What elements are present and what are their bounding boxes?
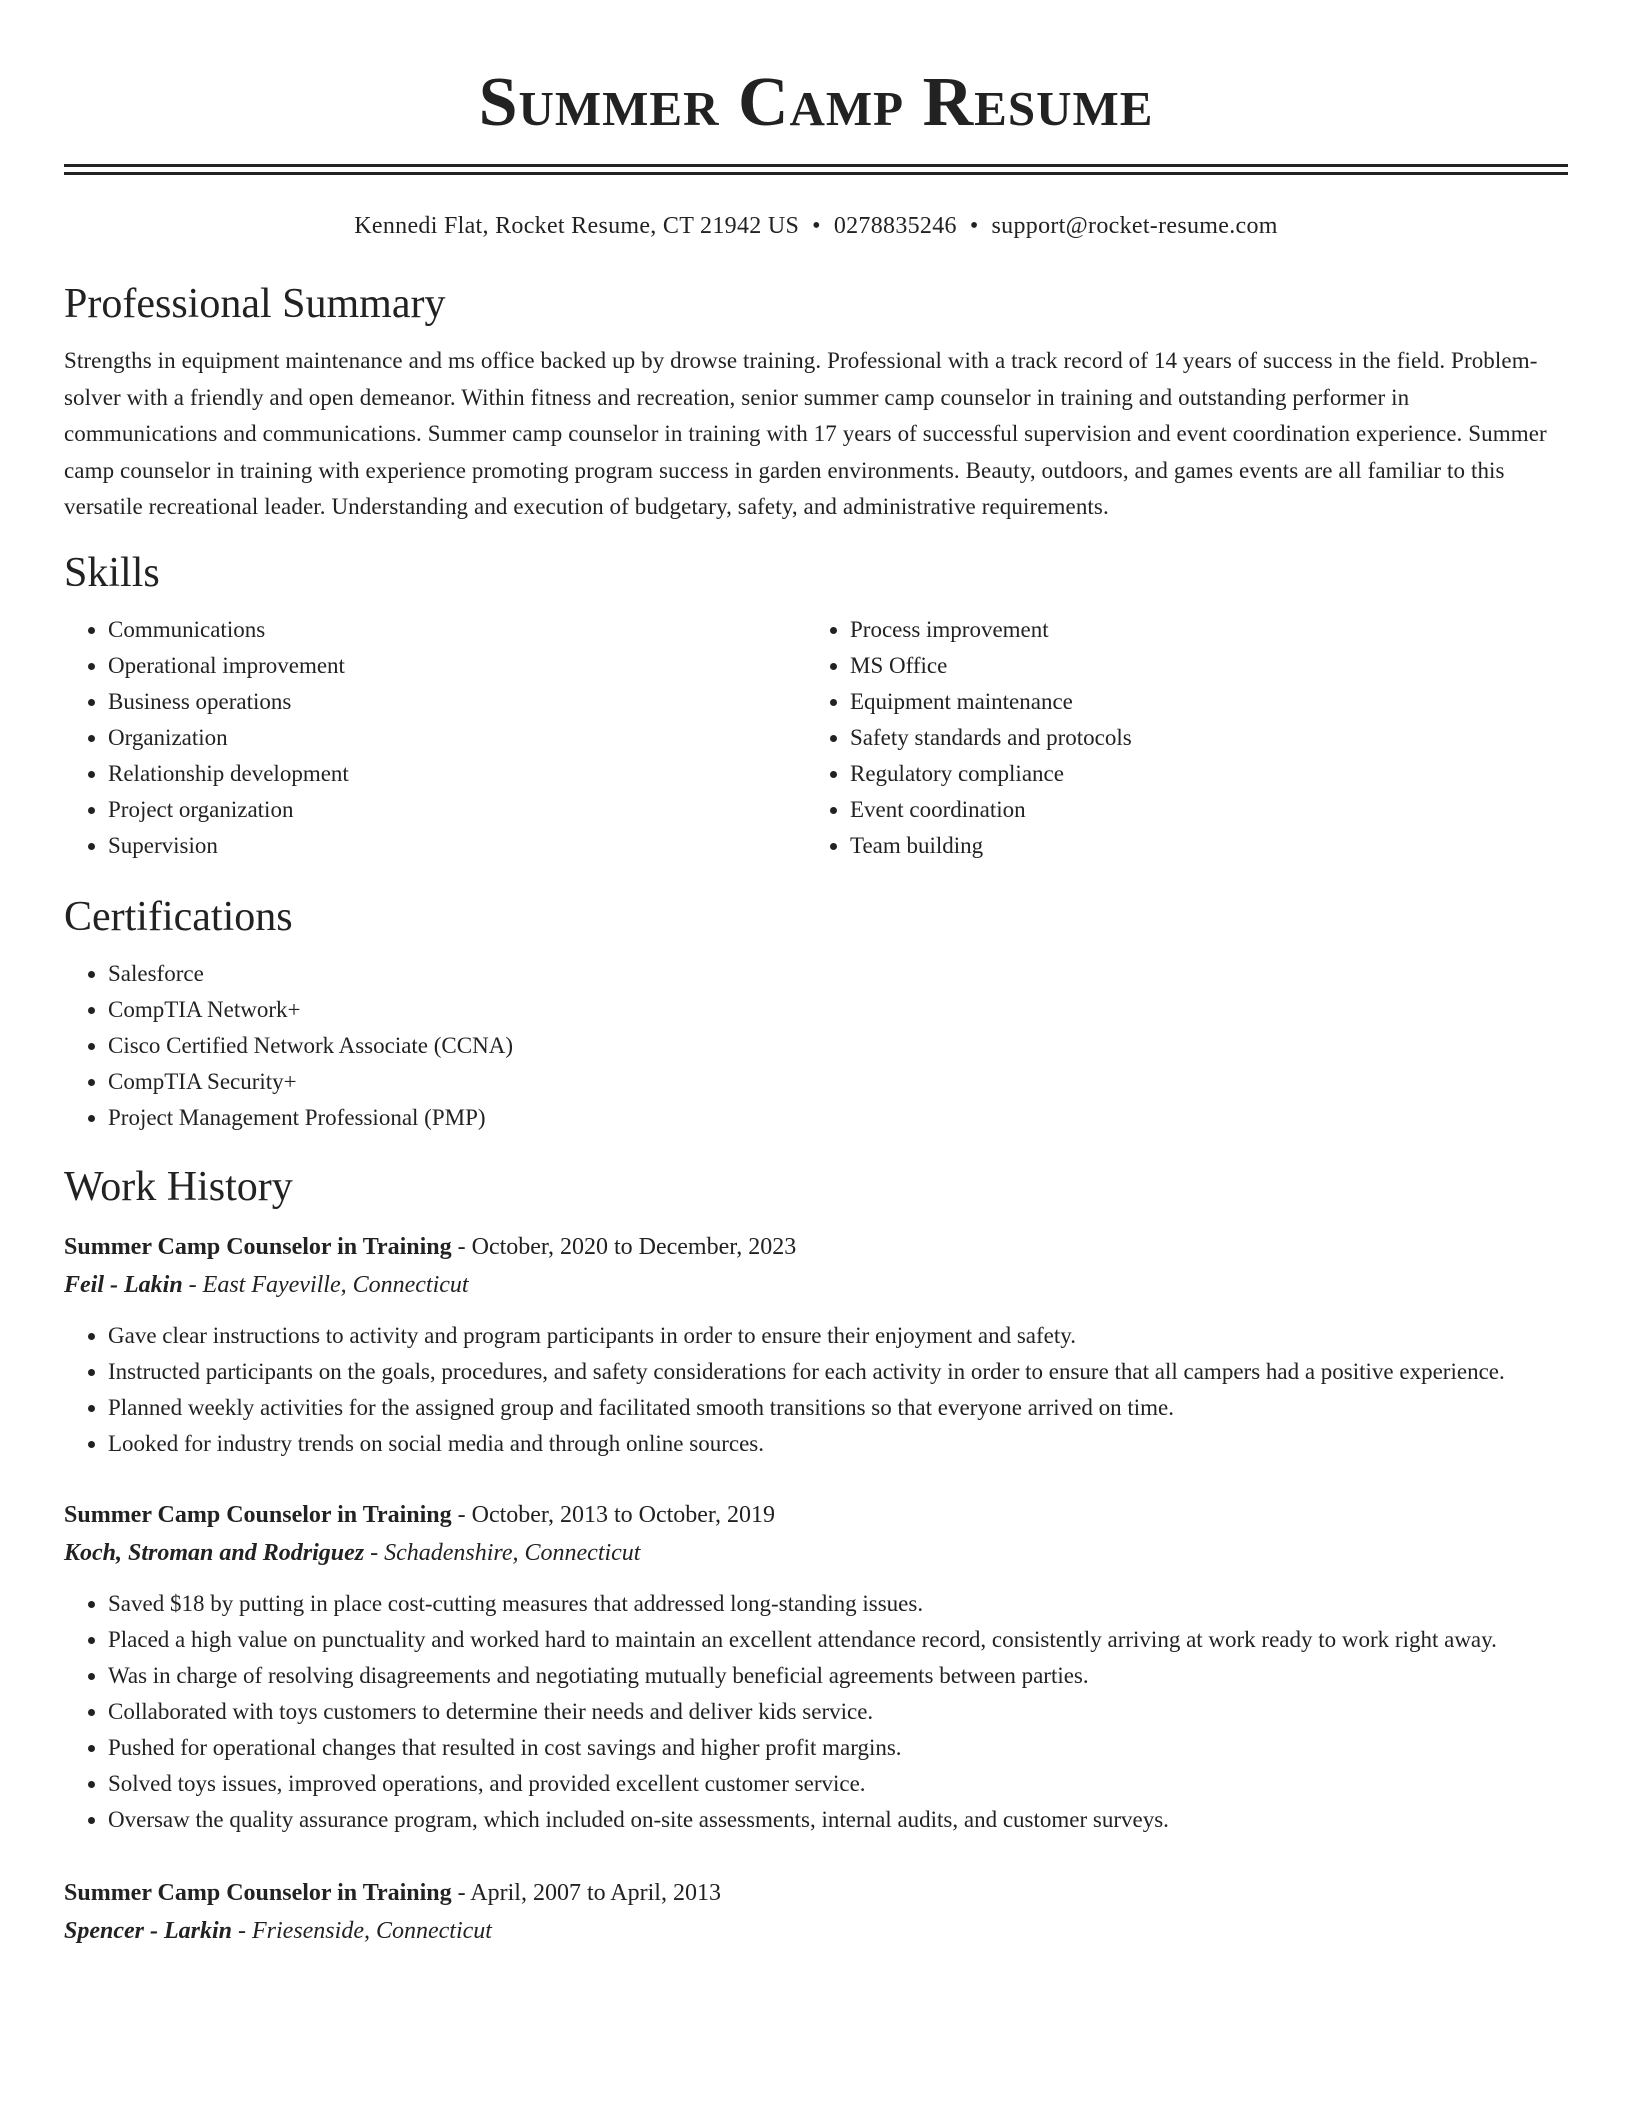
- contact-separator: •: [969, 213, 979, 239]
- job-company-line: [64, 1912, 1568, 1950]
- certification-item: • Cisco Certified Network Associate (CCNA): [108, 1028, 1568, 1064]
- summary-heading: Professional Summary: [64, 281, 446, 327]
- skill-item: • Team building: [850, 828, 1548, 864]
- job-bullet: • Instructed participants on the goals, procedures, and safety considerations for each activity in order to ensure that all campers had a positive experience.: [108, 1354, 1568, 1390]
- skill-item: • Safety standards and protocols: [850, 720, 1548, 756]
- certifications-list: [64, 956, 1568, 1136]
- skills-list-right: [806, 612, 1548, 864]
- skill-item: • Process improvement: [850, 612, 1548, 648]
- job-entry: [64, 1228, 1568, 1462]
- skills-column-right: [806, 612, 1548, 864]
- job-bullet: • Looked for industry trends on social media and through online sources.: [108, 1426, 1568, 1462]
- skills-list-left: [64, 612, 806, 864]
- certification-item: • Salesforce: [108, 956, 1568, 992]
- job-dates: - April, 2007 to April, 2013: [451, 1879, 721, 1906]
- contact-phone: 0278835246: [833, 213, 957, 239]
- skill-item: • Organization: [108, 720, 806, 756]
- job-bullet: • Collaborated with toys customers to determine their needs and deliver kids service.: [108, 1694, 1568, 1730]
- job-bullet: • Gave clear instructions to activity and program participants in order to ensure their enjoyment and safety.: [108, 1318, 1568, 1354]
- skill-item: • MS Office: [850, 648, 1548, 684]
- job-bullet: • Saved $18 by putting in place cost-cutting measures that addressed long-standing issues.: [108, 1586, 1568, 1622]
- work-history-heading: Work History: [64, 1163, 293, 1210]
- job-title-line: [64, 1874, 1568, 1912]
- certification-item: • CompTIA Network+: [108, 992, 1568, 1028]
- job-company: Spencer - Larkin: [64, 1917, 232, 1944]
- skill-item: • Communications: [108, 612, 806, 648]
- job-entry: [64, 1496, 1568, 1838]
- job-title-line: [64, 1228, 1568, 1266]
- skill-item: • Operational improvement: [108, 648, 806, 684]
- job-title: Summer Camp Counselor in Training: [64, 1879, 452, 1906]
- skill-item: • Project organization: [108, 792, 806, 828]
- job-entry: [64, 1874, 1568, 1950]
- certification-item: • CompTIA Security+: [108, 1064, 1568, 1100]
- contact-email: support@rocket-resume.com: [991, 213, 1278, 239]
- job-location: - East Fayeville, Connecticut: [182, 1271, 469, 1298]
- contact-address: Kennedi Flat, Rocket Resume, CT 21942 US: [354, 213, 800, 239]
- contact-line: [64, 211, 1568, 241]
- job-bullet: • Oversaw the quality assurance program, which included on-site assessments, internal audits, and customer surveys.: [108, 1802, 1568, 1838]
- job-bullet: • Placed a high value on punctuality and worked hard to maintain an excellent attendance record, consistently arriving at work ready to work right away.: [108, 1622, 1568, 1658]
- contact-separator: •: [812, 213, 821, 239]
- job-location: - Friesenside, Connecticut: [232, 1917, 492, 1944]
- job-bullet: • Solved toys issues, improved operations, and provided excellent customer service.: [108, 1766, 1568, 1802]
- resume-page: [64, 0, 1568, 1950]
- job-title: Summer Camp Counselor in Training: [64, 1501, 452, 1528]
- skills-column-left: [64, 612, 806, 864]
- job-dates: - October, 2020 to December, 2023: [451, 1233, 797, 1260]
- job-company: Feil - Lakin: [64, 1271, 183, 1298]
- certifications-heading: Certifications: [64, 893, 293, 940]
- job-bullet: • Pushed for operational changes that resulted in cost savings and higher profit margins.: [108, 1730, 1568, 1766]
- job-company: Koch, Stroman and Rodriguez: [64, 1539, 365, 1566]
- skills-grid: [64, 612, 1568, 864]
- skills-heading: Skills: [64, 549, 160, 596]
- skill-item: • Business operations: [108, 684, 806, 720]
- job-company-line: [64, 1534, 1568, 1572]
- job-title-line: [64, 1496, 1568, 1534]
- summary-text: Strengths in equipment maintenance and ms office backed up by drowse training. Professional with a track record of 14 years of success in the field. Problem-solver with a friendly and open demeanor. Within fitness and recreation, senior summer camp counselor in training and outstanding performer in communications and communications. Summer camp counselor in training with 17 years of successful supervision and event coordination experience. Summer camp counselor in training with experience promoting program success in garden environments. Beauty, outdoors, and games events are all familiar to this versatile recreational leader. Understanding and execution of budgetary, safety, and administrative requirements.: [64, 348, 1547, 519]
- skill-item: • Equipment maintenance: [850, 684, 1548, 720]
- certification-item: • Project Management Professional (PMP): [108, 1100, 1568, 1136]
- job-title: Summer Camp Counselor in Training: [64, 1233, 452, 1260]
- skill-item: • Regulatory compliance: [850, 756, 1548, 792]
- job-company-line: [64, 1266, 1568, 1304]
- skill-item: • Event coordination: [850, 792, 1548, 828]
- skill-item: • Relationship development: [108, 756, 806, 792]
- job-bullets: [64, 1586, 1568, 1838]
- title-double-rule: [64, 164, 1568, 175]
- job-bullet: • Planned weekly activities for the assigned group and facilitated smooth transitions so that everyone arrived on time.: [108, 1390, 1568, 1426]
- resume-title: Summer Camp Resume: [478, 64, 1154, 141]
- skill-item: • Supervision: [108, 828, 806, 864]
- job-location: - Schadenshire, Connecticut: [364, 1539, 641, 1566]
- job-bullets: [64, 1318, 1568, 1462]
- job-dates: - October, 2013 to October, 2019: [451, 1501, 775, 1528]
- job-bullet: • Was in charge of resolving disagreements and negotiating mutually beneficial agreements between parties.: [108, 1658, 1568, 1694]
